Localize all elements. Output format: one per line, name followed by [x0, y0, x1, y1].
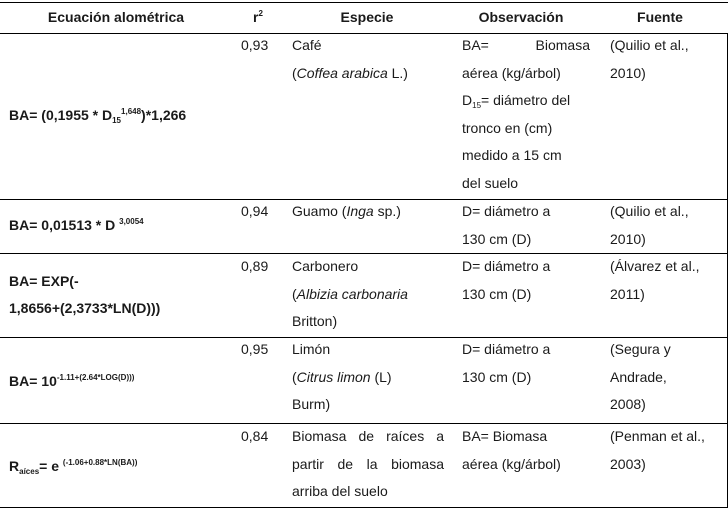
eq-sup: -1.11+(2.64*LOG(D))) [56, 373, 135, 382]
source-line: 2003) [610, 455, 646, 472]
source-line: (Quilio et al., [610, 37, 689, 53]
paren: ( [292, 285, 297, 302]
row5-species [292, 423, 444, 506]
obs-line: 130 cm (D) [462, 230, 532, 247]
species-line: Limón [292, 341, 331, 357]
eq-text: R [9, 458, 20, 474]
obs-line: D= diámetro a [462, 258, 551, 274]
eq-sup: (-1.06+0.88*LN(BA)) [62, 458, 138, 467]
species-line: partir de la biomasa [292, 455, 444, 472]
obs-line: tronco en (cm) [462, 119, 553, 136]
scientific-name: Albizia carbonaria [296, 285, 408, 302]
row2-r2: 0,94 [241, 203, 269, 219]
obs-text: D [462, 92, 473, 108]
eq-line: 1,8656+(2,3733*LN(D))) [9, 300, 161, 316]
species-line: Café [292, 37, 322, 53]
row1-observation [462, 32, 590, 197]
source-line: (Álvarez et al., [610, 258, 700, 274]
header-r2-sup: 2 [258, 9, 263, 18]
paren: ( [292, 368, 297, 385]
row1-equation [9, 102, 186, 129]
obs-line: BA= Biomasa [462, 428, 548, 444]
row5-r2: 0,84 [241, 428, 269, 444]
eq-text: BA= (0,1955 * D [9, 107, 113, 123]
header-equation: Ecuación alométrica [47, 9, 185, 25]
header-observation: Observación [478, 9, 564, 25]
eq-sup: 1,648 [121, 107, 142, 116]
eq-text: )*1,266 [141, 107, 187, 123]
row4-r2: 0,95 [241, 341, 269, 357]
obs-line: aérea (kg/árbol) [462, 455, 561, 472]
obs-line [462, 87, 590, 115]
eq-sub: aíces [19, 467, 40, 476]
header-r2-label: r [253, 9, 259, 25]
scientific-name: Coffea arabica [296, 64, 388, 81]
row1-species [292, 32, 408, 87]
eq-sub: 15 [112, 116, 122, 125]
row2-observation [462, 198, 550, 253]
row5-observation [462, 423, 561, 478]
table-top-rule [0, 2, 728, 3]
species-text: Guamo ( [292, 203, 347, 219]
source-line: (Quilio et al., [610, 203, 689, 219]
source-line: 2011) [610, 285, 645, 302]
source-line: 2010) [610, 230, 646, 247]
eq-text: = e [39, 458, 63, 474]
row2-species [292, 198, 401, 226]
species-line [292, 364, 392, 392]
species-author: L.) [387, 64, 408, 81]
species-line [292, 60, 408, 88]
row5-source [610, 423, 705, 478]
row5-equation [9, 453, 137, 480]
obs-sub: 15 [472, 101, 482, 110]
scientific-name: Inga [346, 203, 374, 219]
paren: ( [292, 64, 297, 81]
row3-species [292, 253, 408, 336]
row4-species [292, 336, 392, 419]
obs-line: D= diámetro a [462, 203, 551, 219]
row1-source [610, 32, 689, 87]
header-species: Especie [340, 9, 394, 25]
source-line: Andrade, [610, 368, 667, 385]
row4-equation [9, 368, 134, 395]
eq-text: BA= 10 [9, 373, 57, 389]
eq-text: BA= 0,01513 * D [9, 217, 120, 233]
eq-line: BA= EXP(- [9, 273, 79, 289]
source-line: 2010) [610, 64, 646, 81]
species-line: Carbonero [292, 258, 359, 274]
obs-line: 130 cm (D) [462, 285, 532, 302]
row3-r2: 0,89 [241, 258, 269, 274]
species-line: arriba del suelo [292, 483, 388, 499]
row3-equation [9, 268, 160, 322]
species-line [292, 281, 408, 309]
row4-observation [462, 336, 550, 391]
table-bottom-rule [0, 507, 728, 508]
species-line: Biomasa de raíces a [292, 428, 444, 444]
obs-text: = diámetro del [481, 92, 571, 108]
row4-source [610, 336, 671, 419]
row3-observation [462, 253, 550, 308]
obs-line: 130 cm (D) [462, 368, 532, 385]
obs-line: BA= Biomasa [462, 37, 590, 53]
species-text: sp.) [373, 203, 401, 219]
row2-equation [9, 212, 144, 239]
eq-sup: 3,0054 [119, 217, 144, 226]
scientific-name: Citrus limon [296, 368, 371, 385]
obs-line: medido a 15 cm [462, 147, 562, 163]
obs-line: D= diámetro a [462, 341, 551, 357]
obs-line: del suelo [462, 174, 519, 191]
source-line: 2008) [610, 396, 646, 412]
row1-r2: 0,93 [241, 37, 269, 53]
species-author: (L) [370, 368, 392, 385]
row2-source [610, 198, 689, 253]
header-source: Fuente [637, 9, 683, 25]
species-line: Britton) [292, 313, 338, 329]
source-line: (Penman et al., [610, 428, 705, 444]
row3-source [610, 253, 699, 308]
source-line: (Segura y [610, 341, 671, 357]
header-r2 [232, 7, 284, 27]
species-line: Burm) [292, 396, 331, 412]
obs-line: aérea (kg/árbol) [462, 64, 561, 81]
